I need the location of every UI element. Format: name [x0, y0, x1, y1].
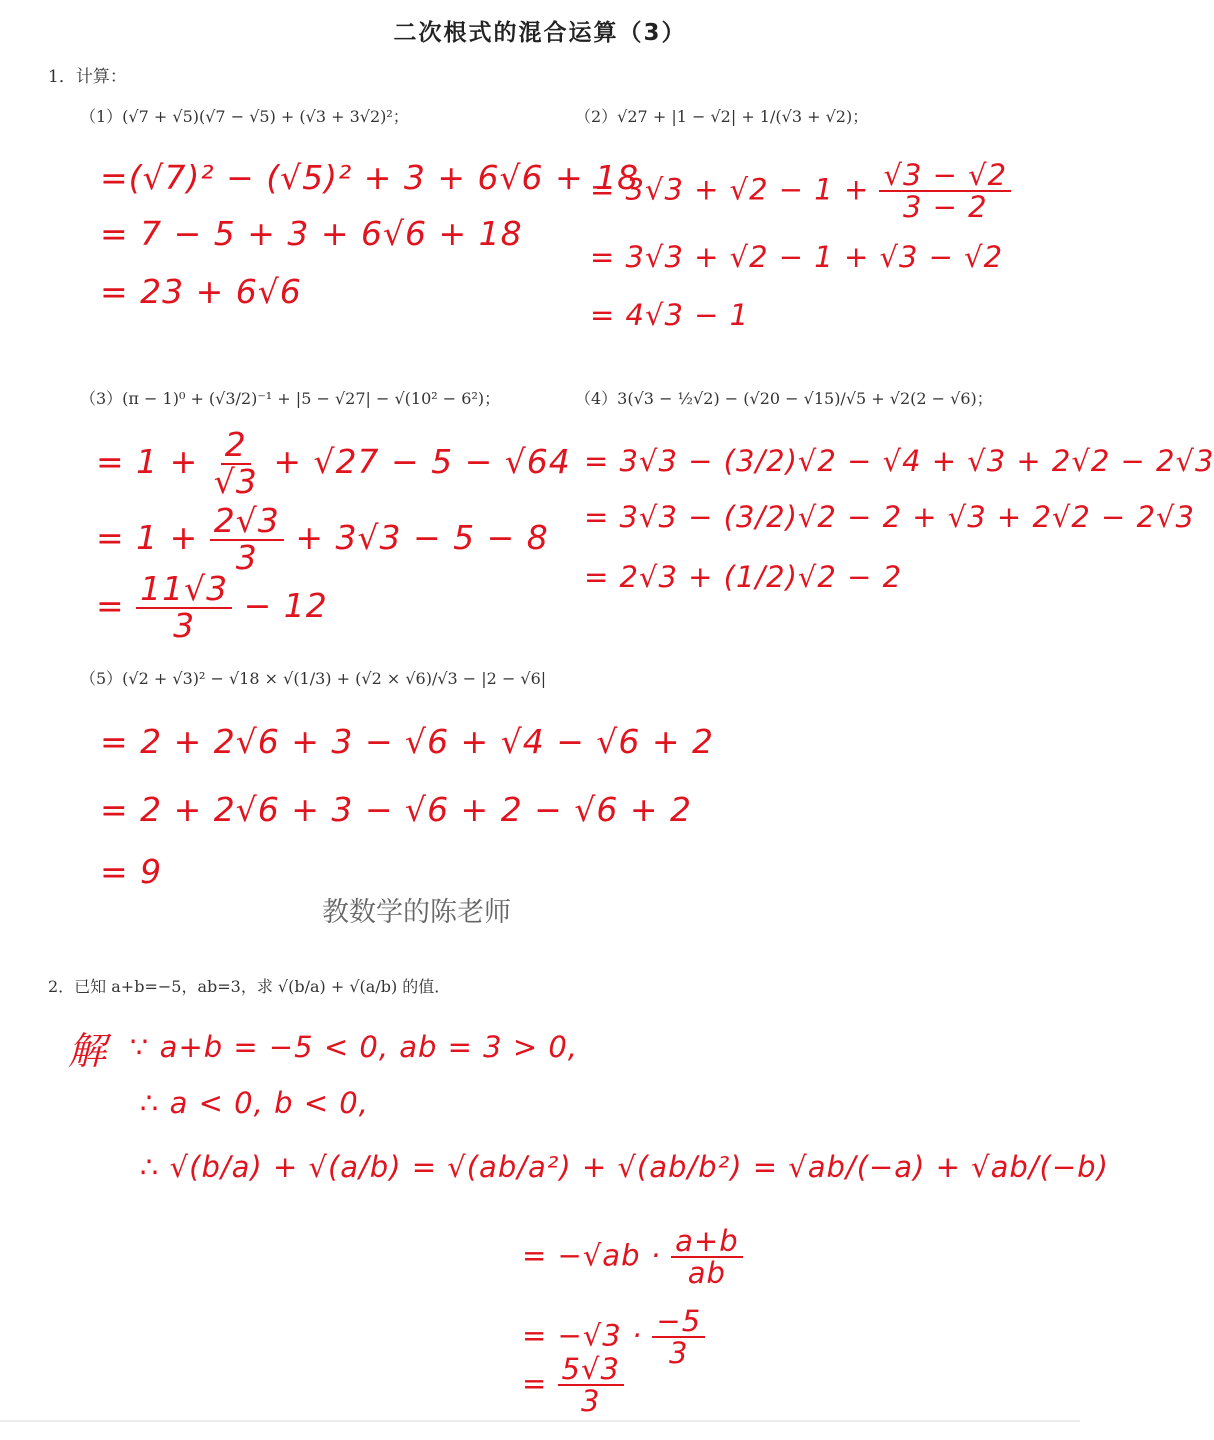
problem-2-step-1-fraction: $\frac{√3 - √2}{3 - 2}$ [879, 160, 1011, 223]
problem-2-step-1: = 3√3 + √2 − 1 + $\frac{√3 - √2}{3 - 2}$ [590, 160, 1011, 223]
problem-2-statement: （2）√27 + |1 − √2| + 1/(√3 + √2)； [575, 107, 869, 126]
watermark: 教数学的陈老师 [322, 897, 511, 928]
problem-5-step-2: = 2 + 2√6 + 3 − √6 + 2 − √6 + 2 [100, 790, 692, 829]
question-2-line-3: ∴ √(b/a) + √(a/b) = √(ab/a²) + √(ab/b²) = √ab/(−a) + √ab/(−b) [140, 1150, 1109, 1184]
question-1-label: 1．计算： [48, 67, 127, 87]
problem-3-statement: （3）(π − 1)⁰ + (√3/2)⁻¹ + |5 − √27| − √(10² − 6²)； [80, 389, 501, 408]
problem-4-step-1: = 3√3 − (3/2)√2 − √4 + √3 + 2√2 − 2√3 [584, 444, 1214, 478]
problem-3-step-1: = 1 + $\frac{2}{√3}$ + √27 − 5 − √64 [96, 425, 571, 501]
problem-5-statement: （5）(√2 + √3)² − √18 × √(1/3) + (√2 × √6)/√3 − |2 − √6| [80, 669, 547, 688]
problem-3-step-3: = $\frac{11√3}{3}$ − 12 [96, 569, 328, 645]
question-2-line-2: ∴ a < 0, b < 0, [140, 1086, 369, 1120]
bottom-divider [0, 1420, 1080, 1422]
page-title: 二次根式的混合运算（3） [393, 20, 687, 46]
problem-1-step-1: =(√7)² − (√5)² + 3 + 6√6 + 18 [100, 158, 640, 197]
solution-label: 解 [68, 1029, 108, 1073]
problem-1-step-2: = 7 − 5 + 3 + 6√6 + 18 [100, 214, 523, 253]
problem-3-step-2: = 1 + $\frac{2√3}{3}$ + 3√3 − 5 − 8 [96, 501, 549, 577]
problem-2-step-3: = 4√3 − 1 [590, 298, 750, 332]
question-2-line-4: = −√ab · $\frac{a+b}{ab}$ [522, 1226, 743, 1289]
problem-4-step-3: = 2√3 + (1/2)√2 − 2 [584, 560, 903, 594]
question-2-statement: 2．已知 a+b=−5，ab=3，求 √(b/a) + √(a/b) 的值． [48, 977, 451, 996]
problem-1-step-3: = 23 + 6√6 [100, 272, 302, 311]
question-2-line-5: = −√3 · $\frac{-5}{3}$ [522, 1306, 705, 1369]
problem-2-step-2: = 3√3 + √2 − 1 + √3 − √2 [590, 240, 1004, 274]
question-2-line-6: = $\frac{5√3}{3}$ [522, 1354, 624, 1417]
problem-5-step-3: = 9 [100, 852, 163, 891]
question-2-line-1: ∵ a+b = −5 < 0, ab = 3 > 0, [130, 1030, 579, 1064]
problem-5-step-1: = 2 + 2√6 + 3 − √6 + √4 − √6 + 2 [100, 722, 714, 761]
problem-4-statement: （4）3(√3 − ½√2) − (√20 − √15)/√5 + √2(2 − √6)； [575, 389, 993, 408]
problem-4-step-2: = 3√3 − (3/2)√2 − 2 + √3 + 2√2 − 2√3 [584, 500, 1195, 534]
problem-1-statement: （1）(√7 + √5)(√7 − √5) + (√3 + 3√2)²； [80, 107, 409, 126]
